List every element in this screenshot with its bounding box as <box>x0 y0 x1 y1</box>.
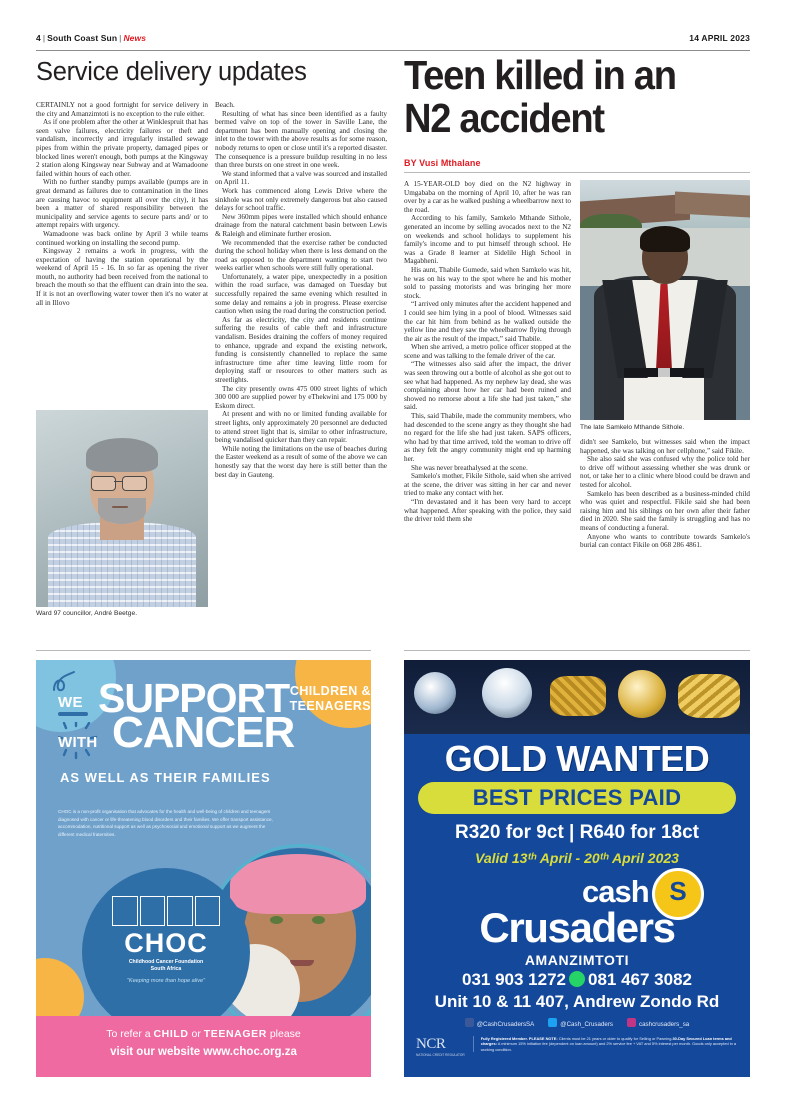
choc-families-label: AS WELL AS THEIR FAMILIES <box>60 770 271 785</box>
facebook-icon <box>465 1018 474 1027</box>
photo-glasses-left <box>91 476 116 491</box>
store-address: Unit 10 & 11 407, Andrew Zondo Rd <box>434 992 720 1011</box>
store-phone-numbers[interactable] <box>404 970 750 990</box>
choc-we-underline <box>58 712 88 716</box>
paragraph: With no further standby pumps available (pumps are in great demand as failures due to contamination in the lines are causing havoc to equipment all over the city), it has been a matter of shared responsibility between the municipality and service agents to secure parts and/ or to attempt repairs with urgency. <box>36 178 208 230</box>
legal-text-1: Clients must be 21 years or older to qualify for Selling or Pawning. <box>557 1036 673 1041</box>
refer-prefix: To refer a <box>106 1028 154 1040</box>
photo-glasses-bridge <box>114 481 122 482</box>
phone-landline[interactable]: 031 903 1272 <box>462 970 566 989</box>
paragraph: didn't see Samkelo, but witnesses said when the impact happened, she was talking on her cellphone,” said Fikile. <box>580 438 750 455</box>
choc-website-line[interactable]: visit our website www.choc.org.za <box>110 1046 297 1058</box>
ncr-subtitle: NATIONAL CREDIT REGULATOR <box>416 1053 465 1057</box>
choc-children-teenagers-label: CHILDREN & TEENAGERS <box>289 684 371 713</box>
refer-or: or <box>188 1028 204 1040</box>
photo-belt-buckle <box>658 368 670 377</box>
store-town: AMANZIMTOTI <box>524 952 630 968</box>
paragraph: His aunt, Thabile Gumede, said when Samkelo was hit, he was on his way to the spot where he and his mother sold to passing motorists and was bringing her more stock. <box>404 265 571 300</box>
gold-wanted-headline: GOLD WANTED <box>444 738 710 779</box>
refer-suffix: please <box>266 1028 301 1040</box>
paragraph: At present and with no or limited funding available for street lights, only approximately 20 personnel are deducted to attend street light that is, similar to other infrastructure, being vandalised quicker than they can repair. <box>215 410 387 445</box>
watch-icon <box>618 670 666 718</box>
choc-we-label: WE <box>58 694 83 711</box>
instagram-handle: cashcrusaders_sa <box>639 1021 690 1028</box>
photo-hair <box>640 226 690 252</box>
ncr-legal-block <box>416 1036 738 1070</box>
masthead-left <box>36 33 146 43</box>
phone-whatsapp[interactable]: 081 467 3082 <box>588 970 692 989</box>
paragraph: New 360mm pipes were installed which should enhance drainage from the natural catchment basin between Lewis & Raleigh and eliminate further erosion. <box>215 212 387 238</box>
choc-logo-tagline: “Keeping more than hope alive” <box>126 978 206 984</box>
paragraph: Anyone who wants to contribute towards Samkelo's burial can contact Fikile on 068 286 4861. <box>580 532 750 550</box>
paragraph: She also said she was confused why the police told her to drive off without assessing whether she was drunk or not, or take her to a clinic where blood could be drawn and tested for alcohol. <box>580 455 750 489</box>
best-prices-banner <box>418 782 736 814</box>
paragraph: When she arrived, a metro police officer stopped at the scene and was talking to the female driver of the car. <box>404 343 571 360</box>
choc-logo-name: CHOC <box>124 928 208 958</box>
cash-crusaders-advertisement[interactable] <box>404 660 750 1077</box>
paragraph: As if one problem after the other at Winklespruit that has seen valve failures, electricity failures or theft and vandalism, incorrectly and irregularly installed sewage pipes from within the private property, damaged pipes or blocked lines weren't enough, both pumps at the Kingsway 2 station along Kingsway near Subway and at Wamadoone failed within hours of each other. <box>36 118 208 178</box>
social-handles <box>404 1018 750 1028</box>
victim-photo <box>580 180 750 420</box>
teen-article-column-1 <box>404 180 571 524</box>
logo-box-2 <box>140 896 166 926</box>
instagram-icon <box>627 1018 636 1027</box>
service-article-column-1 <box>36 101 208 307</box>
masthead-separator-1: | <box>42 33 46 43</box>
issue-date: 14 APRIL 2023 <box>689 33 750 43</box>
paragraph: “I'm devastated and it has been very hard to accept what happened. After speaking with the police, they said the driver told them she <box>404 497 571 524</box>
social-facebook[interactable] <box>465 1018 535 1028</box>
photo-glasses-right <box>122 476 147 491</box>
bracelet-icon <box>678 674 740 718</box>
best-prices-label: BEST PRICES PAID <box>472 785 682 810</box>
byline-rule <box>404 172 750 173</box>
ad-top-rule-left <box>36 650 371 651</box>
choc-advertisement[interactable] <box>36 660 371 1077</box>
social-twitter[interactable] <box>548 1018 613 1028</box>
paragraph: According to his family, Samkelo Mthande Sithole, generated an income by selling avocados next to the N2 on weekends and school holidays to supplement his family's income and to put himself through school. He was a Grade 8 learner at Sidelile High School in Magabheni. <box>404 214 571 266</box>
section-label: News <box>123 33 147 43</box>
teen-headline-line1: Teen killed in an <box>404 52 676 98</box>
choc-with-label: WITH <box>58 734 98 751</box>
paragraph: This, said Thabile, made the community members, who had descended to the scene angry as they thought she had no regard for the life she had just taken. SAPS officers, who had by that time arrived, told the woman to drive off as they felt the angry community might end up harming her. <box>404 412 571 463</box>
jewellery-photo-strip <box>404 660 750 734</box>
paragraph: We recommended that the exercise rather be conducted during the school holiday when there is less demand on the road as opposed to the department wanting to start two weeks earlier when schools were still fully operational. <box>215 238 387 273</box>
page-title: Service delivery updates <box>36 58 307 86</box>
paragraph: As far as electricity, the city and residents continue suffering the results of cable theft and infrastructure vandalism. Besides draining the coffers of money required to enhance, upgrade and expand the existing network, funding is consistently channelled to replace the same infrastructure time after time leaving little room for deploying staff or resources to other matters such as streetlights. <box>215 315 387 384</box>
choc-referral-line <box>36 1028 371 1040</box>
twitter-icon <box>548 1018 557 1027</box>
councillor-photo <box>36 410 208 607</box>
paragraph: She was never breathalysed at the scene. <box>411 463 528 472</box>
paragraph: A 15-YEAR-OLD boy died on the N2 highway in Umgababa on the morning of April 10, after he was ran over by a car as he walked pushing a wheelbarrow next to the road. <box>404 180 571 214</box>
paragraph: Beach. <box>215 101 235 109</box>
diamond-ring-icon <box>482 668 532 718</box>
teen-headline-line2: N2 accident <box>404 95 604 141</box>
whatsapp-icon <box>569 971 585 987</box>
brand-crusaders-label: Crusaders <box>479 904 675 951</box>
paragraph: Kingsway 2 remains a work in progress, with the expectation of having the station operational by the weekend of April 15 - 16. In so far as opening the river mouth, no authority had been received from the national to breach the mouth so that the effluent can drain into the sea. If it is not an overflowing water tower then it's no water at all in Illovo <box>36 247 208 307</box>
paragraph: Work has commenced along Lewis Drive where the sinkhole was not only extremely dangerous but also caused delays for school traffic. <box>215 186 387 213</box>
coin-symbol: S <box>669 876 687 906</box>
photo-hair <box>86 438 158 472</box>
brand-cash-label: cash <box>582 874 649 909</box>
paragraph: Samkelo's mother, Fikile Sithole, said when she arrived at the scene, the driver was sitting in her car and never tried to make any contact with her. <box>404 472 571 498</box>
publication-name: South Coast Sun <box>47 33 118 43</box>
gold-chain-icon <box>550 676 606 716</box>
photo-beard <box>98 498 146 524</box>
page-number: 4 <box>36 33 41 43</box>
legal-bold-1: Fully Registered Member. PLEASE NOTE: <box>480 1036 558 1041</box>
legal-text-2: A minimum 15% initiation fee (dependent on loan amount) and 2% service fee + VAT and 5% interest per month. Goods only accepted in a working condition. <box>480 1041 737 1052</box>
choc-referral-band <box>36 1016 371 1077</box>
paragraph: “I arrived only minutes after the accident happened and I could see him lying in a pool of blood. Witnesses said the car hit him from behind as he walked outside the yellow line and they saw the wheelbarrow flying through the air as the result of the impact,” said Thabile. <box>404 300 571 343</box>
ncr-logo-block <box>416 1036 465 1057</box>
logo-box-1 <box>112 896 138 926</box>
ad-top-rule-right <box>404 650 750 651</box>
paragraph: CERTAINLY not a good fortnight for service delivery in the city and Amanzimtoti is no exception to the rule either. <box>36 101 208 118</box>
legal-bold-2: 30-Day Secured Loan terms and charges: <box>480 1036 732 1047</box>
choc-blurb-text: CHOC is a non-profit organisation that advocates for the health and well-being of children and teenagers diagnosed with cancer or life-threatening blood disorders and their families. We offer transport assistance, accommodation, nutritional support as well as psychosocial and emotional support as we augment the different medical fraternities. <box>58 809 273 837</box>
refer-teenager: TEENAGER <box>203 1028 267 1040</box>
paragraph: Unfortunately, a water pipe, unexpectedly in a position within the road surface, was damaged on Tuesday but successfully repaired the same evening which resulted in some delay and remains a job in progress. Please exercise caution when using the road during the construction period. <box>215 272 387 316</box>
photo-mouth <box>112 506 128 508</box>
ncr-logo: NCR <box>416 1036 446 1052</box>
logo-box-4 <box>195 896 221 926</box>
masthead-separator-2: | <box>119 33 122 43</box>
validity-dates: Valid 13ᵗʰ April - 20ᵗʰ April 2023 <box>475 850 679 866</box>
facebook-handle: @CashCrusadersSA <box>476 1021 535 1028</box>
councillor-photo-caption: Ward 97 councillor, André Beetge. <box>36 610 138 617</box>
paragraph: Samkelo has been described as a business-minded child who was quiet and respectful. Fikile said she had been raising him and his siblings on her own after their father died in 2020. She said the family is struggling and has no means of conducting a funeral. <box>580 489 750 532</box>
paragraph: Wamadoone was back online by April 3 while teams continued working on installing the second pump. <box>36 229 208 247</box>
teen-article-headline <box>404 54 730 140</box>
squiggle-icon <box>50 668 86 694</box>
legal-disclaimer <box>473 1036 738 1052</box>
choc-cancer-label: CANCER <box>112 708 295 757</box>
choc-logo-pictogram <box>112 896 220 926</box>
refer-child: CHILD <box>153 1028 189 1040</box>
paragraph: We stand informed that a valve was sourced and installed on April 11. <box>215 169 387 187</box>
paragraph: While noting the limitations on the use of beaches during the Easter weekend as a result of some of the above we can honestly say that the worst day here is still better than the best day in Gauteng. <box>215 444 387 479</box>
logo-box-3 <box>167 896 193 926</box>
choc-logo-subtitle: Childhood Cancer Foundation South Africa <box>128 959 204 972</box>
service-article-column-2 <box>215 101 387 479</box>
masthead <box>36 33 750 49</box>
victim-photo-caption: The late Samkelo Mthande Sithole. <box>580 424 685 431</box>
paragraph: The city presently owns 475 000 street lights of which 300 000 are supplied power by eThekwini and 175 000 by Eskom direct. <box>215 384 387 410</box>
ring-icon <box>414 672 456 714</box>
paragraph: Resulting of what has since been identified as a faulty bermed valve on top of the tower in Saville Lane, the department has been manually opening and closing the inlet to the tower with the above results as for some reason, nobody returns to open or close until it's a reported disaster. The consequence is a pressure buildup resulting in no less than three bursts on one street in one week. <box>215 109 387 170</box>
twitter-handle: @Cash_Crusaders <box>560 1021 614 1028</box>
social-instagram[interactable] <box>627 1018 689 1028</box>
teen-article-column-2 <box>580 438 750 550</box>
paragraph: “The witnesses also said after the impact, the driver was seen throwing out a bottle of alcohol as she got out to see what had happened. As my nephew lay dead, she was complaining about how her car had been ruined and showed no remorse about a life she had just taken,” she said. <box>404 360 571 412</box>
price-rates: R320 for 9ct | R640 for 18ct <box>455 822 699 843</box>
choc-support-label: SUPPORT <box>98 675 290 721</box>
byline: BY Vusi Mthalane <box>404 158 481 168</box>
